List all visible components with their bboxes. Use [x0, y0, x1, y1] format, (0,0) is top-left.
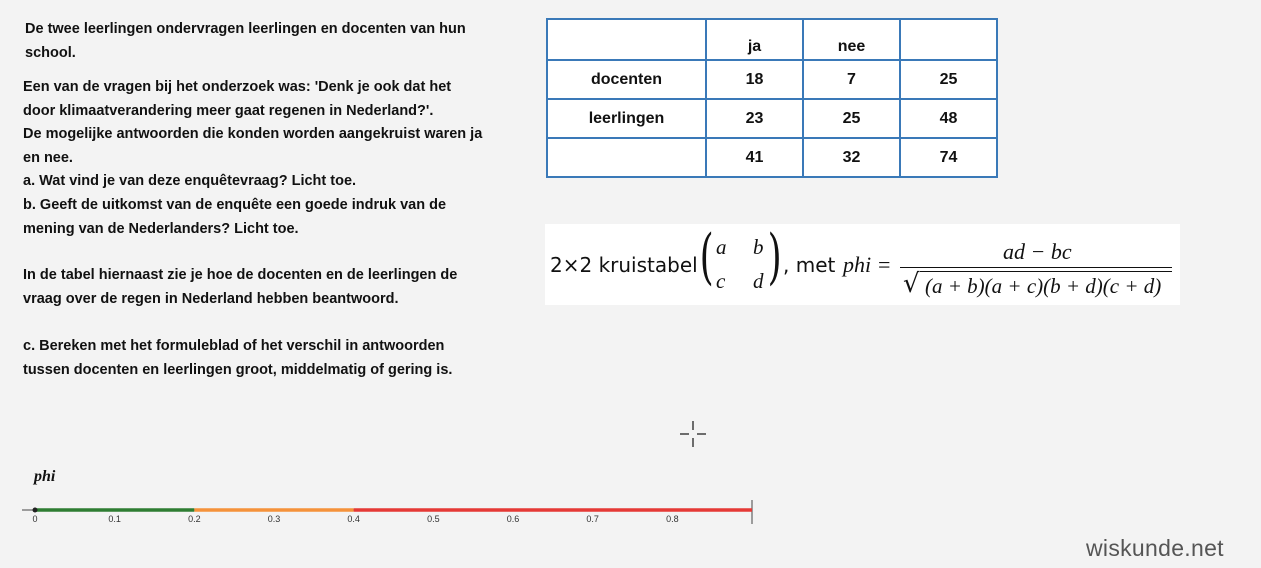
table-row [547, 99, 997, 138]
table-header-row [547, 19, 997, 60]
matrix-a: a [716, 235, 727, 259]
matrix-b: b [753, 235, 764, 259]
table-cell [547, 19, 706, 60]
formula-denominator: (a + b)(a + c)(b + d)(c + d) [925, 274, 1162, 298]
matrix-left-paren: ( [699, 222, 714, 292]
formula-connector: , met [783, 253, 836, 277]
table-cell: leerlingen [547, 99, 706, 138]
scale-tick-label: 0.8 [666, 514, 679, 524]
phi-formula [545, 224, 1180, 305]
sqrt-overline [920, 271, 1172, 272]
scale-tick-label: 0.1 [108, 514, 121, 524]
sqrt-icon: √ [903, 269, 920, 299]
fraction-bar [900, 267, 1172, 268]
scale-tick-label: 0.3 [267, 514, 281, 524]
crosshair-cursor-icon [680, 421, 706, 447]
scale-tick-label: 0 [32, 514, 38, 524]
matrix-c: c [716, 269, 726, 293]
question-c-text: c. Bereken met het formuleblad of het verschil in antwoorden tussen docenten en leerlingen groot, middelmatig of gering is. [23, 338, 453, 378]
question-text: Een van de vragen bij het onderzoek was: 'Denk je ook dat het door klimaatverandering meer gaat regenen in Nederland?'. De mogelijke antwoorden die konden worden aangekruist waren ja en nee. a. Wat vind je van deze enquêtevraag? Licht toe. b. Geeft de uitkomst van de enquête een goede indruk van de mening van de Nederlanders? Licht toe. [23, 79, 483, 237]
formula-phi: phi = [843, 252, 892, 277]
table-cell [547, 138, 706, 177]
scale-tick-label: 0.7 [586, 514, 599, 524]
table-cell: 23 [706, 99, 803, 138]
table-cell: 41 [706, 138, 803, 177]
table-cell: 25 [900, 60, 997, 99]
intro-text: De twee leerlingen ondervragen leerlingen en docenten van hun school. [25, 21, 466, 61]
formula-numerator: ad − bc [1003, 239, 1072, 264]
scale-tick-label: 0.2 [188, 514, 201, 524]
cross-table [546, 18, 998, 178]
scale-tick-label: 0.5 [427, 514, 440, 524]
scale-tick-label: 0.4 [347, 514, 360, 524]
table-cell: 25 [803, 99, 900, 138]
table-cell: docenten [547, 60, 706, 99]
table-explanation-text: In de tabel hiernaast zie je hoe de docenten en de leerlingen de vraag over de regen in Nederland hebben beantwoord. [23, 267, 458, 307]
table-cell: 7 [803, 60, 900, 99]
table-cell: 48 [900, 99, 997, 138]
scale-origin-dot [33, 508, 38, 513]
table-cell [900, 19, 997, 60]
table-row [547, 138, 997, 177]
table-cell: nee [803, 19, 900, 60]
table-cell: 74 [900, 138, 997, 177]
matrix-d: d [753, 269, 764, 293]
table-cell: ja [706, 19, 803, 60]
table-cell: 18 [706, 60, 803, 99]
scale-tick-label: 0.6 [506, 514, 520, 524]
scale-label: phi [34, 468, 56, 485]
table-row [547, 60, 997, 99]
table-cell: 32 [803, 138, 900, 177]
phi-scale [0, 490, 780, 530]
brand-logo: wiskunde.net [1086, 535, 1224, 561]
matrix-right-paren: ) [767, 222, 782, 292]
formula-label: 2×2 kruistabel [550, 253, 698, 277]
